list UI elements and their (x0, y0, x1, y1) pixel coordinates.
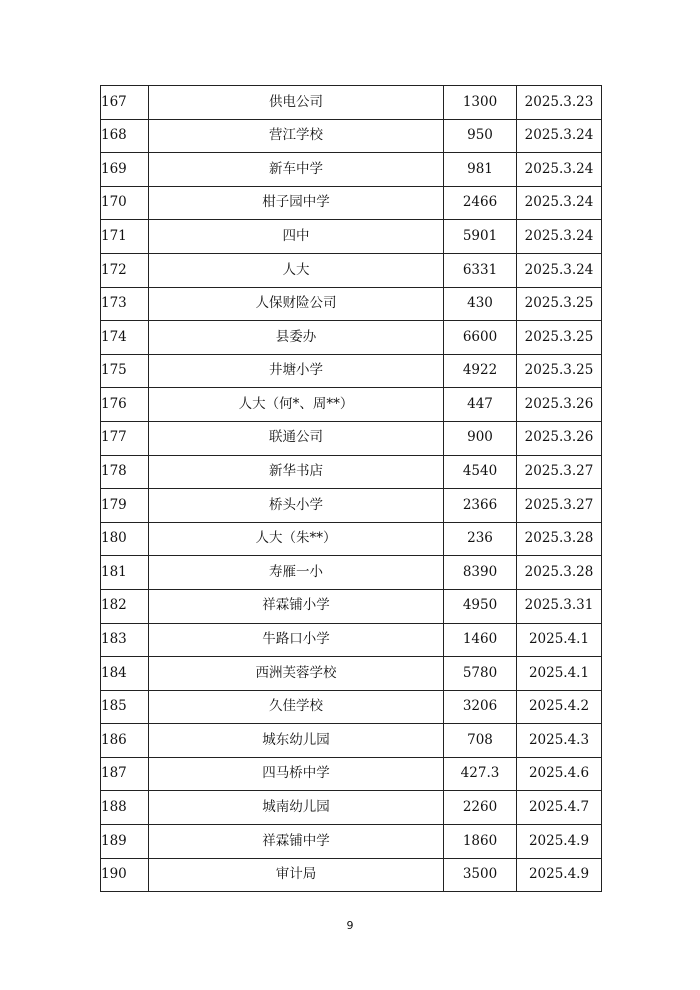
row-number: 170 (101, 186, 149, 220)
row-number: 172 (101, 253, 149, 287)
date: 2025.4.2 (517, 690, 602, 724)
row-number: 184 (101, 657, 149, 691)
amount: 2466 (444, 186, 517, 220)
table-row (101, 489, 602, 523)
records-table (100, 85, 602, 892)
row-number: 176 (101, 388, 149, 422)
amount: 427.3 (444, 757, 517, 791)
table-row (101, 119, 602, 153)
unit-name: 营江学校 (149, 119, 444, 153)
table-row (101, 253, 602, 287)
amount: 1860 (444, 825, 517, 859)
unit-name: 审计局 (149, 858, 444, 892)
unit-name: 供电公司 (149, 86, 444, 120)
unit-name: 井塘小学 (149, 354, 444, 388)
amount: 6600 (444, 321, 517, 355)
unit-name: 城东幼儿园 (149, 724, 444, 758)
row-number: 180 (101, 522, 149, 556)
date: 2025.3.28 (517, 522, 602, 556)
table-row (101, 690, 602, 724)
table-row (101, 825, 602, 859)
unit-name: 牛路口小学 (149, 623, 444, 657)
row-number: 175 (101, 354, 149, 388)
date: 2025.3.27 (517, 489, 602, 523)
unit-name: 新车中学 (149, 153, 444, 187)
row-number: 182 (101, 589, 149, 623)
date: 2025.4.6 (517, 757, 602, 791)
amount: 8390 (444, 556, 517, 590)
unit-name: 新华书店 (149, 455, 444, 489)
row-number: 181 (101, 556, 149, 590)
date: 2025.3.26 (517, 388, 602, 422)
table-row (101, 623, 602, 657)
table-row (101, 724, 602, 758)
date: 2025.3.24 (517, 220, 602, 254)
date: 2025.3.31 (517, 589, 602, 623)
table-row (101, 388, 602, 422)
date: 2025.3.23 (517, 86, 602, 120)
date: 2025.3.25 (517, 354, 602, 388)
row-number: 167 (101, 86, 149, 120)
date: 2025.3.25 (517, 287, 602, 321)
date: 2025.4.1 (517, 623, 602, 657)
amount: 1460 (444, 623, 517, 657)
amount: 236 (444, 522, 517, 556)
table-row (101, 757, 602, 791)
date: 2025.3.28 (517, 556, 602, 590)
table-row (101, 287, 602, 321)
table-row (101, 556, 602, 590)
date: 2025.4.9 (517, 858, 602, 892)
unit-name: 人保财险公司 (149, 287, 444, 321)
amount: 708 (444, 724, 517, 758)
amount: 6331 (444, 253, 517, 287)
table-row (101, 86, 602, 120)
unit-name: 祥霖铺中学 (149, 825, 444, 859)
amount: 430 (444, 287, 517, 321)
unit-name: 人大（何*、周**） (149, 388, 444, 422)
amount: 2260 (444, 791, 517, 825)
amount: 3500 (444, 858, 517, 892)
amount: 3206 (444, 690, 517, 724)
amount: 981 (444, 153, 517, 187)
row-number: 168 (101, 119, 149, 153)
date: 2025.4.1 (517, 657, 602, 691)
amount: 4922 (444, 354, 517, 388)
unit-name: 城南幼儿园 (149, 791, 444, 825)
unit-name: 人大 (149, 253, 444, 287)
row-number: 174 (101, 321, 149, 355)
row-number: 188 (101, 791, 149, 825)
unit-name: 县委办 (149, 321, 444, 355)
row-number: 171 (101, 220, 149, 254)
amount: 4950 (444, 589, 517, 623)
table-row (101, 354, 602, 388)
unit-name: 祥霖铺小学 (149, 589, 444, 623)
amount: 447 (444, 388, 517, 422)
date: 2025.3.24 (517, 186, 602, 220)
amount: 5780 (444, 657, 517, 691)
row-number: 173 (101, 287, 149, 321)
date: 2025.3.24 (517, 253, 602, 287)
date: 2025.3.25 (517, 321, 602, 355)
unit-name: 西洲芙蓉学校 (149, 657, 444, 691)
date: 2025.3.27 (517, 455, 602, 489)
table-row (101, 791, 602, 825)
amount: 2366 (444, 489, 517, 523)
table-row (101, 858, 602, 892)
row-number: 190 (101, 858, 149, 892)
row-number: 169 (101, 153, 149, 187)
table-row (101, 220, 602, 254)
date: 2025.4.7 (517, 791, 602, 825)
table-row (101, 455, 602, 489)
date: 2025.4.9 (517, 825, 602, 859)
table-row (101, 186, 602, 220)
table-row (101, 657, 602, 691)
unit-name: 柑子园中学 (149, 186, 444, 220)
amount: 950 (444, 119, 517, 153)
amount: 900 (444, 421, 517, 455)
row-number: 179 (101, 489, 149, 523)
unit-name: 四马桥中学 (149, 757, 444, 791)
unit-name: 四中 (149, 220, 444, 254)
amount: 1300 (444, 86, 517, 120)
amount: 5901 (444, 220, 517, 254)
row-number: 177 (101, 421, 149, 455)
unit-name: 联通公司 (149, 421, 444, 455)
row-number: 186 (101, 724, 149, 758)
row-number: 189 (101, 825, 149, 859)
row-number: 183 (101, 623, 149, 657)
unit-name: 桥头小学 (149, 489, 444, 523)
date: 2025.3.26 (517, 421, 602, 455)
table-row (101, 522, 602, 556)
unit-name: 久佳学校 (149, 690, 444, 724)
date: 2025.3.24 (517, 153, 602, 187)
row-number: 185 (101, 690, 149, 724)
unit-name: 人大（朱**） (149, 522, 444, 556)
unit-name: 寿雁一小 (149, 556, 444, 590)
table-row (101, 421, 602, 455)
page-number: 9 (346, 919, 354, 932)
table-row (101, 321, 602, 355)
records-table-body (101, 86, 602, 892)
row-number: 178 (101, 455, 149, 489)
date: 2025.3.24 (517, 119, 602, 153)
table-row (101, 153, 602, 187)
table-row (101, 589, 602, 623)
date: 2025.4.3 (517, 724, 602, 758)
amount: 4540 (444, 455, 517, 489)
row-number: 187 (101, 757, 149, 791)
